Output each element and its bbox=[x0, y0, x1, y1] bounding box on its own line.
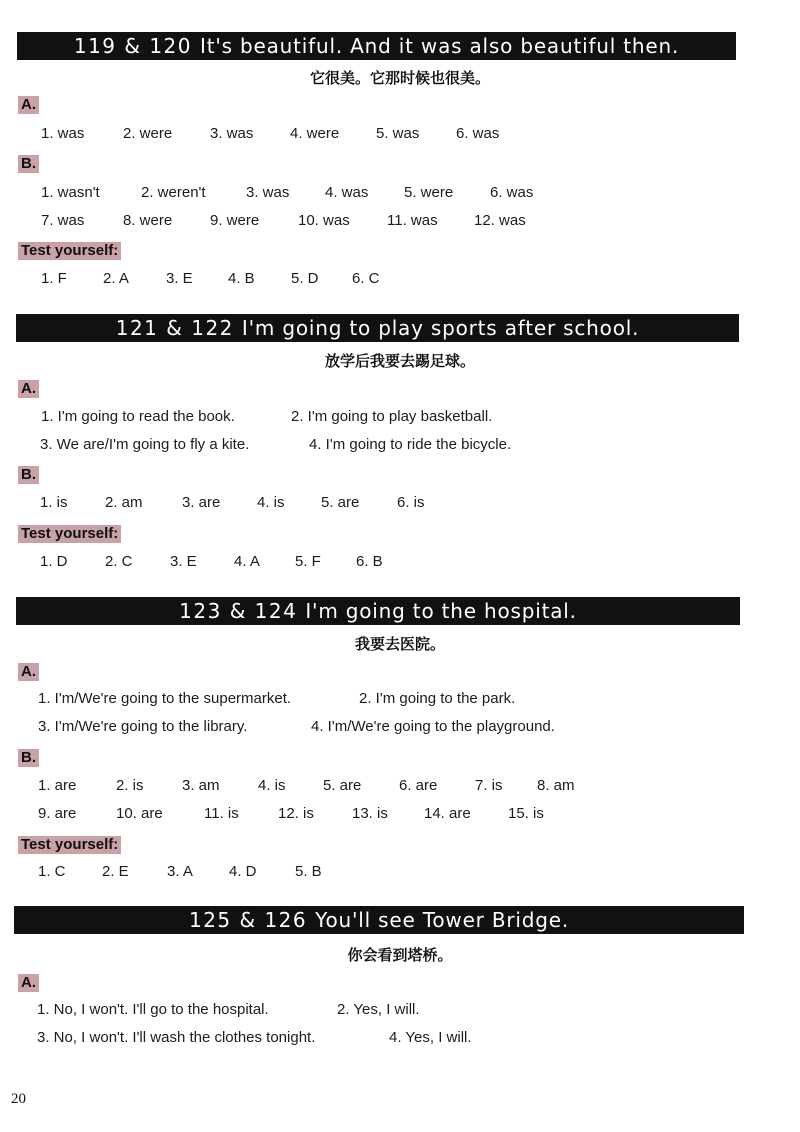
answer-item: 7. was bbox=[41, 212, 85, 229]
exercise-label-b: B. bbox=[18, 155, 39, 173]
answer-item: 3. are bbox=[182, 494, 221, 511]
answer-item: 3. A bbox=[167, 863, 193, 880]
section-header-bar bbox=[16, 597, 740, 625]
answer-item: 4. B bbox=[228, 270, 255, 287]
answer-item: 2. is bbox=[116, 777, 144, 794]
answer-item: 11. is bbox=[204, 805, 239, 822]
answer-item: 1. are bbox=[38, 777, 77, 794]
answer-item: 9. are bbox=[38, 805, 77, 822]
answer-item: 4. were bbox=[290, 125, 340, 142]
answer-item: 2. I'm going to play basketball. bbox=[291, 408, 493, 425]
answer-item: 5. F bbox=[295, 553, 321, 570]
answer-row bbox=[0, 1000, 800, 1020]
section-header-bar bbox=[16, 314, 739, 342]
page-number: 20 bbox=[11, 1091, 26, 1107]
answer-item: 2. were bbox=[123, 125, 173, 142]
answer-row bbox=[0, 804, 800, 824]
answer-item: 3. We are/I'm going to fly a kite. bbox=[40, 436, 250, 453]
answer-item: 1. wasn't bbox=[41, 184, 100, 201]
answer-item: 11. was bbox=[387, 212, 438, 229]
answer-item: 4. is bbox=[257, 494, 285, 511]
answer-row bbox=[0, 1028, 800, 1048]
answer-item: 5. D bbox=[291, 270, 319, 287]
section-header-bar bbox=[17, 32, 736, 60]
exercise-label-b: B. bbox=[18, 466, 39, 484]
answer-item: 5. were bbox=[404, 184, 454, 201]
answer-item: 2. E bbox=[102, 863, 129, 880]
answer-item: 5. are bbox=[321, 494, 360, 511]
answer-item: 1. I'm going to read the book. bbox=[41, 408, 235, 425]
answer-item: 4. was bbox=[325, 184, 369, 201]
section-number: 119 & 120 bbox=[73, 34, 193, 58]
answer-item: 3. was bbox=[246, 184, 290, 201]
answer-item: 3. No, I won't. I'll wash the clothes tonight. bbox=[37, 1029, 316, 1046]
answer-row bbox=[0, 269, 800, 289]
answer-row bbox=[0, 124, 800, 144]
answer-item: 2. Yes, I will. bbox=[337, 1001, 420, 1018]
section-chinese-title: 你会看到塔桥。 bbox=[347, 946, 453, 964]
answer-item: 2. A bbox=[103, 270, 129, 287]
answer-row bbox=[0, 717, 800, 737]
answer-item: 3. was bbox=[210, 125, 254, 142]
section-title: I'm going to play sports after school. bbox=[241, 316, 640, 340]
answer-item: 1. I'm/We're going to the supermarket. bbox=[38, 690, 292, 707]
answer-item: 3. I'm/We're going to the library. bbox=[38, 718, 248, 735]
section-header-bar bbox=[14, 906, 744, 934]
answer-row bbox=[0, 407, 800, 427]
answer-item: 8. am bbox=[537, 777, 575, 794]
answer-row bbox=[0, 493, 800, 513]
answer-row bbox=[0, 776, 800, 796]
section-number: 123 & 124 bbox=[179, 599, 298, 623]
answer-item: 4. I'm going to ride the bicycle. bbox=[309, 436, 512, 453]
section-title: It's beautiful. And it was also beautiful then. bbox=[200, 34, 680, 58]
section-chinese-title: 放学后我要去踢足球。 bbox=[324, 352, 475, 370]
answer-item: 15. is bbox=[508, 805, 544, 822]
section-chinese-title: 它很美。它那时候也很美。 bbox=[309, 69, 490, 87]
answer-item: 4. I'm/We're going to the playground. bbox=[311, 718, 555, 735]
answer-item: 6. is bbox=[397, 494, 425, 511]
answer-row bbox=[0, 183, 800, 203]
answer-item: 12. is bbox=[278, 805, 314, 822]
answer-item: 1. F bbox=[41, 270, 67, 287]
answer-item: 1. is bbox=[40, 494, 68, 511]
exercise-label-a: A. bbox=[18, 96, 39, 114]
section-title: I'm going to the hospital. bbox=[305, 599, 577, 623]
answer-item: 13. is bbox=[352, 805, 388, 822]
section-number: 125 & 126 bbox=[188, 908, 308, 932]
answer-row bbox=[0, 689, 800, 709]
answer-item: 1. D bbox=[40, 553, 68, 570]
answer-item: 8. were bbox=[123, 212, 173, 229]
answer-item: 2. am bbox=[105, 494, 143, 511]
answer-item: 10. are bbox=[116, 805, 163, 822]
answer-row bbox=[0, 862, 800, 882]
answer-item: 12. was bbox=[474, 212, 526, 229]
answer-item: 3. E bbox=[166, 270, 193, 287]
exercise-label-b: B. bbox=[18, 749, 39, 767]
answer-item: 3. am bbox=[182, 777, 220, 794]
exercise-label-test-yourself: Test yourself: bbox=[18, 525, 121, 543]
answer-row bbox=[0, 435, 800, 455]
answer-item: 9. were bbox=[210, 212, 260, 229]
exercise-label-a: A. bbox=[18, 974, 39, 992]
section-chinese-title: 我要去医院。 bbox=[354, 635, 445, 653]
answer-row bbox=[0, 552, 800, 572]
answer-item: 1. C bbox=[38, 863, 66, 880]
answer-item: 6. C bbox=[352, 270, 380, 287]
section-number: 121 & 122 bbox=[115, 316, 234, 340]
answer-item: 6. was bbox=[456, 125, 500, 142]
answer-item: 7. is bbox=[475, 777, 503, 794]
answer-item: 4. Yes, I will. bbox=[389, 1029, 472, 1046]
answer-item: 6. B bbox=[356, 553, 383, 570]
answer-item: 4. D bbox=[229, 863, 257, 880]
answer-item: 2. C bbox=[105, 553, 133, 570]
answer-item: 5. was bbox=[376, 125, 420, 142]
answer-item: 6. are bbox=[399, 777, 438, 794]
answer-item: 1. was bbox=[41, 125, 85, 142]
exercise-label-a: A. bbox=[18, 380, 39, 398]
answer-item: 4. A bbox=[234, 553, 260, 570]
answer-item: 10. was bbox=[298, 212, 350, 229]
answer-item: 4. is bbox=[258, 777, 286, 794]
answer-item: 6. was bbox=[490, 184, 534, 201]
answer-item: 5. B bbox=[295, 863, 322, 880]
answer-item: 1. No, I won't. I'll go to the hospital. bbox=[37, 1001, 269, 1018]
answer-item: 3. E bbox=[170, 553, 197, 570]
answer-item: 2. I'm going to the park. bbox=[359, 690, 516, 707]
answer-item: 2. weren't bbox=[141, 184, 206, 201]
answer-item: 14. are bbox=[424, 805, 471, 822]
exercise-label-test-yourself: Test yourself: bbox=[18, 836, 121, 854]
answer-item: 5. are bbox=[323, 777, 362, 794]
exercise-label-a: A. bbox=[18, 663, 39, 681]
answer-row bbox=[0, 211, 800, 231]
section-title: You'll see Tower Bridge. bbox=[315, 908, 570, 932]
exercise-label-test-yourself: Test yourself: bbox=[18, 242, 121, 260]
